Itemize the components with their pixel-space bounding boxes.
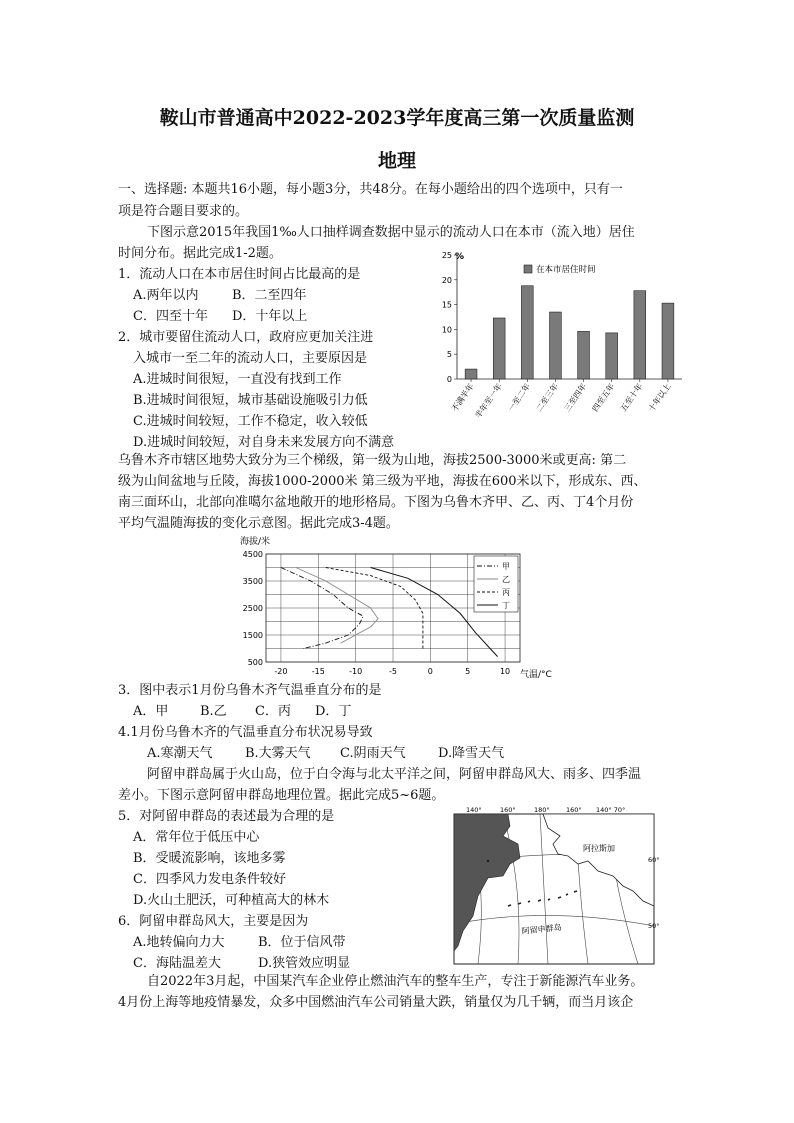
bar-y-tick-label: 25: [441, 251, 452, 260]
map-lon-tick: 140° 70°: [596, 806, 626, 814]
line-legend-label: 乙: [502, 575, 510, 584]
bar-chart-y-unit: %: [455, 252, 465, 262]
line-y-tick-label: 2500: [242, 604, 263, 613]
q6-option-c[interactable]: C．海陆温差大: [133, 956, 221, 971]
q2-option-c[interactable]: C.进城时间较短，工作不稳定，收入较低: [133, 414, 368, 429]
q5-stem: 5．对阿留申群岛的表述最为合理的是: [118, 809, 335, 824]
bar-category-label: 半年至一年: [473, 381, 504, 420]
bar-mark: [662, 303, 674, 379]
q2-stem-cont: 入城市一至二年的流动人口，主要原因是: [133, 351, 368, 366]
map-lon-tick: 180°: [534, 806, 550, 814]
page-title: 鞍山市普通高中2022-2023学年度高三第一次质量监测: [159, 107, 635, 129]
bar-mark: [465, 369, 477, 379]
map-lon-tick: 160°: [500, 806, 516, 814]
bar-category-label: 三至四年: [562, 381, 589, 414]
bar-y-tick-label: 10: [441, 325, 452, 335]
line-x-tick-label: -5: [389, 667, 397, 676]
q1-stem: 1．流动人口在本市居住时间占比最高的是: [118, 267, 361, 282]
line-legend-label: 甲: [502, 562, 510, 571]
passage-1-line: 时间分布。据此完成1-2题。: [118, 246, 282, 261]
line-x-tick-label: 10: [499, 667, 511, 676]
bar-mark: [634, 291, 646, 379]
passage-3-line: 差小。下图示意阿留申群岛地理位置。据此完成5~6题。: [118, 788, 445, 803]
q4-option-c[interactable]: C.阴雨天气: [340, 746, 406, 761]
line-y-tick-label: 1500: [242, 631, 263, 640]
passage-1-line: 下图示意2015年我国1‰人口抽样调查数据中显示的流动人口在本市（流入地）居住: [147, 225, 635, 240]
line-y-tick-label: 3500: [242, 577, 263, 586]
passage-4-line: 自2022年3月起，中国某汽车企业停止燃油汽车的整车生产，专注于新能源汽车业务。: [147, 974, 644, 989]
bar-y-tick-label: 20: [441, 275, 452, 285]
line-x-tick-label: 0: [427, 667, 433, 676]
subject-title: 地理: [377, 150, 416, 172]
line-x-tick-label: -15: [311, 667, 325, 676]
line-series-乙: [296, 568, 378, 644]
passage-3-line: 阿留申群岛属于火山岛，位于白令海与北太平洋之间，阿留申群岛风大、雨多、四季温: [147, 767, 642, 782]
map-lon-tick: 140°: [466, 806, 482, 814]
q1-option-a[interactable]: A.两年以内: [133, 288, 199, 303]
passage-4-line: 4月份上海等地疫情暴发，众多中国燃油汽车公司销量大跌，销量仅为几千辆，而当月该企: [118, 995, 634, 1010]
q4-stem: 4.1月份乌鲁木齐的气温垂直分布状况易导致: [118, 725, 373, 740]
q3-stem: 3．图中表示1月份乌鲁木齐气温垂直分布的是: [118, 683, 382, 698]
bar-category-label: 四至五年: [590, 381, 617, 414]
q4-option-d[interactable]: D.降雪天气: [438, 746, 505, 761]
line-chart-x-title: 气温/°C: [520, 670, 552, 680]
bar-category-label: 二至三年: [534, 381, 561, 414]
q4-option-a[interactable]: A.寒潮天气: [147, 746, 213, 761]
bar-category-label: 一至二年: [506, 381, 532, 414]
bar-chart-legend: 在本市居住时间: [536, 265, 596, 275]
bar-category-label: 不满半年: [449, 381, 476, 414]
q6-option-b[interactable]: B．位于信风带: [258, 935, 346, 950]
bar-mark: [493, 318, 505, 379]
line-legend-label: 丁: [502, 601, 510, 610]
map-lon-tick: 160°: [566, 806, 582, 814]
line-x-tick-label: -20: [274, 667, 288, 676]
bar-category-label: 五至十年: [618, 381, 645, 414]
q3-option-b[interactable]: B.乙: [200, 704, 227, 719]
passage-2-line: 级为山间盆地与丘陵，海拔1000-2000米 第三级为平地，海拔在600米以下，形成东、西、: [118, 474, 647, 489]
passage-2-line: 乌鲁木齐市辖区地势大致分为三个梯级，第一级为山地，海拔2500-3000米或更高: 第二: [118, 453, 627, 468]
line-y-tick-label: 500: [247, 658, 263, 667]
q5-option-b[interactable]: B．受暖流影响，该地多雾: [133, 851, 286, 866]
temperature-altitude-line-chart: [230, 532, 570, 682]
line-x-tick-label: 5: [465, 667, 471, 676]
q1-option-d[interactable]: D．十年以上: [232, 309, 308, 324]
bar-y-tick-label: 5: [446, 350, 452, 360]
line-x-tick-label: -10: [349, 667, 363, 676]
bar-mark: [578, 331, 590, 379]
bar-mark: [550, 312, 562, 379]
q1-option-b[interactable]: B．二至四年: [232, 288, 307, 303]
q2-option-d[interactable]: D.进城时间较短，对自身未来发展方向不满意: [133, 435, 395, 450]
map-lat-60: 60°: [648, 856, 660, 864]
q6-option-d[interactable]: D.狭管效应明显: [258, 956, 351, 971]
q3-option-a[interactable]: A．甲: [133, 704, 169, 719]
q6-stem: 6．阿留申群岛风大，主要是因为: [118, 914, 309, 929]
map-lat-50: 50°: [648, 922, 660, 930]
line-legend-box: [474, 556, 518, 612]
bar-mark: [521, 286, 533, 379]
map-label-aleutian: 阿留申群岛: [521, 922, 562, 936]
q5-option-d[interactable]: D.火山土肥沃，可种植高大的林木: [133, 893, 330, 908]
q2-stem: 2．城市要留住流动人口，政府应更加关注进: [118, 330, 374, 345]
line-legend-label: 丙: [502, 588, 510, 597]
q5-option-c[interactable]: C．四季风力发电条件较好: [133, 872, 286, 887]
q6-option-a[interactable]: A.地转偏向力大: [133, 935, 225, 950]
map-label-alaska: 阿拉斯加: [583, 844, 615, 853]
bar-y-tick-label: 15: [441, 300, 452, 310]
q1-option-c[interactable]: C．四至十年: [133, 309, 208, 324]
q2-option-b[interactable]: B.进城时间很短，城市基础设施吸引力低: [133, 393, 368, 408]
bar-y-tick-label: 0: [446, 375, 452, 384]
section-instructions: 一、选择题: 本题共16小题，每小题3分，共48分。在每小题给出的四个选项中，只有一: [118, 182, 623, 197]
q3-option-c[interactable]: C．丙: [255, 704, 291, 719]
line-chart-y-title: 海拔/米: [240, 537, 271, 547]
section-instructions-cont: 项是符合题目要求的。: [118, 204, 249, 219]
passage-2-line: 南三面环山，北部向准噶尔盆地敞开的地形格局。下图为乌鲁木齐甲、乙、丙、丁4个月份: [118, 495, 634, 510]
bar-mark: [606, 333, 618, 379]
bar-category-label: 十年以上: [646, 381, 673, 414]
passage-2-line: 平均气温随海拔的变化示意图。据此完成3-4题。: [118, 516, 399, 531]
aleutian-islands-map: [448, 806, 663, 969]
q2-option-a[interactable]: A.进城时间很短，一直没有找到工作: [133, 372, 342, 387]
line-y-tick-label: 4500: [242, 550, 263, 559]
q3-option-d[interactable]: D．丁: [315, 704, 352, 719]
q4-option-b[interactable]: B.大雾天气: [245, 746, 311, 761]
bar-chart-legend-swatch: [524, 265, 532, 273]
residence-time-bar-chart: [425, 245, 695, 445]
q5-option-a[interactable]: A．常年位于低压中心: [133, 830, 260, 845]
